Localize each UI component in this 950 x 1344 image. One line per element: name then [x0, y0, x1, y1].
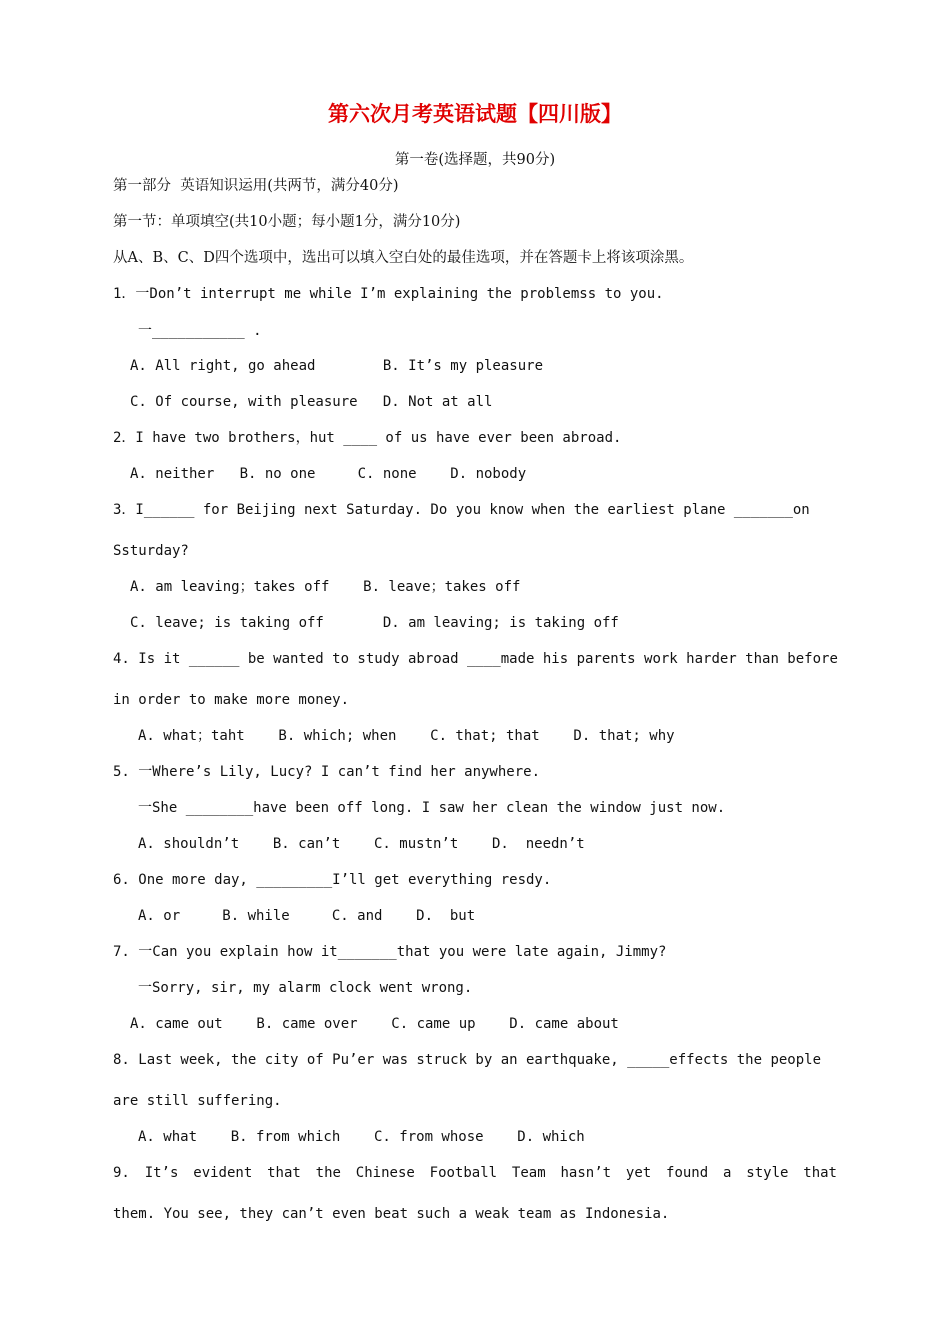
instructions: 从A、B、C、D四个选项中，选出可以填入空白处的最佳选项，并在答题卡上将该项涂黑。: [113, 250, 694, 266]
question-8-options: A. what B. from which C. from whose D. which: [138, 1129, 585, 1145]
section-heading: 第一节：单项填空(共10小题；每小题1分，满分10分): [113, 214, 461, 230]
question-3-stem: 3．I______ for Beijing next Saturday. Do you know when the earliest plane _______on: [113, 502, 810, 518]
question-5-response: 一She ________have been off long. I saw her clean the window just now.: [138, 800, 726, 816]
question-8-stem-continued: are still suffering.: [113, 1093, 282, 1109]
question-3-stem-continued: Ssturday?: [113, 543, 189, 559]
question-1-options-ab: A. All right, go ahead B. It’s my pleasure: [130, 358, 544, 374]
question-4-options: A. what；taht B. which; when C. that; that D. that; why: [138, 728, 675, 744]
exam-title: 第六次月考英语试题【四川版】: [328, 101, 622, 126]
question-7-options: A. came out B. came over C. came up D. came about: [130, 1016, 619, 1032]
question-2-options: A. neither B. no one C. none D. nobody: [130, 466, 527, 482]
volume-heading: 第一卷(选择题，共90分): [394, 152, 556, 168]
question-8-stem: 8. Last week, the city of Pu’er was struck by an earthquake, _____effects the people: [113, 1052, 822, 1068]
question-3-options-ab: A. am leaving；takes off B. leave；takes off: [130, 579, 521, 595]
question-1-stem: 1．一Don’t interrupt me while I’m explaining the problemss to you.: [113, 286, 664, 302]
question-6-options: A. or B. while C. and D. but: [138, 908, 476, 924]
question-6-stem: 6. One more day, _________I’ll get everything resdy.: [113, 872, 552, 888]
question-2-stem: 2．I have two brothers，hut ____ of us have ever been abroad.: [113, 430, 622, 446]
question-9-stem-continued: them. You see, they can’t even beat such a weak team as Indonesia.: [113, 1206, 670, 1222]
question-3-options-cd: C. leave; is taking off D. am leaving; is taking off: [130, 615, 619, 631]
part-heading: 第一部分 英语知识运用(共两节，满分40分): [113, 178, 399, 194]
question-4-stem-continued: in order to make more money.: [113, 692, 350, 708]
question-7-response: 一Sorry, sir, my alarm clock went wrong.: [138, 980, 473, 996]
question-1-response: 一___________ .: [138, 323, 262, 339]
question-7-stem: 7. 一Can you explain how it_______that you were late again, Jimmy?: [113, 944, 667, 960]
question-5-options: A. shouldn’t B. can’t C. mustn’t D. needn’t: [138, 836, 585, 852]
question-5-stem: 5. 一Where’s Lily, Lucy? I can’t find her anywhere.: [113, 764, 541, 780]
question-1-options-cd: C. Of course, with pleasure D. Not at all: [130, 394, 493, 410]
question-4-stem: 4. Is it ______ be wanted to study abroad ____made his parents work harder than before: [113, 651, 838, 667]
question-9-stem: 9. It’s evident that the Chinese Football Team hasn’t yet found a style that: [113, 1165, 837, 1181]
